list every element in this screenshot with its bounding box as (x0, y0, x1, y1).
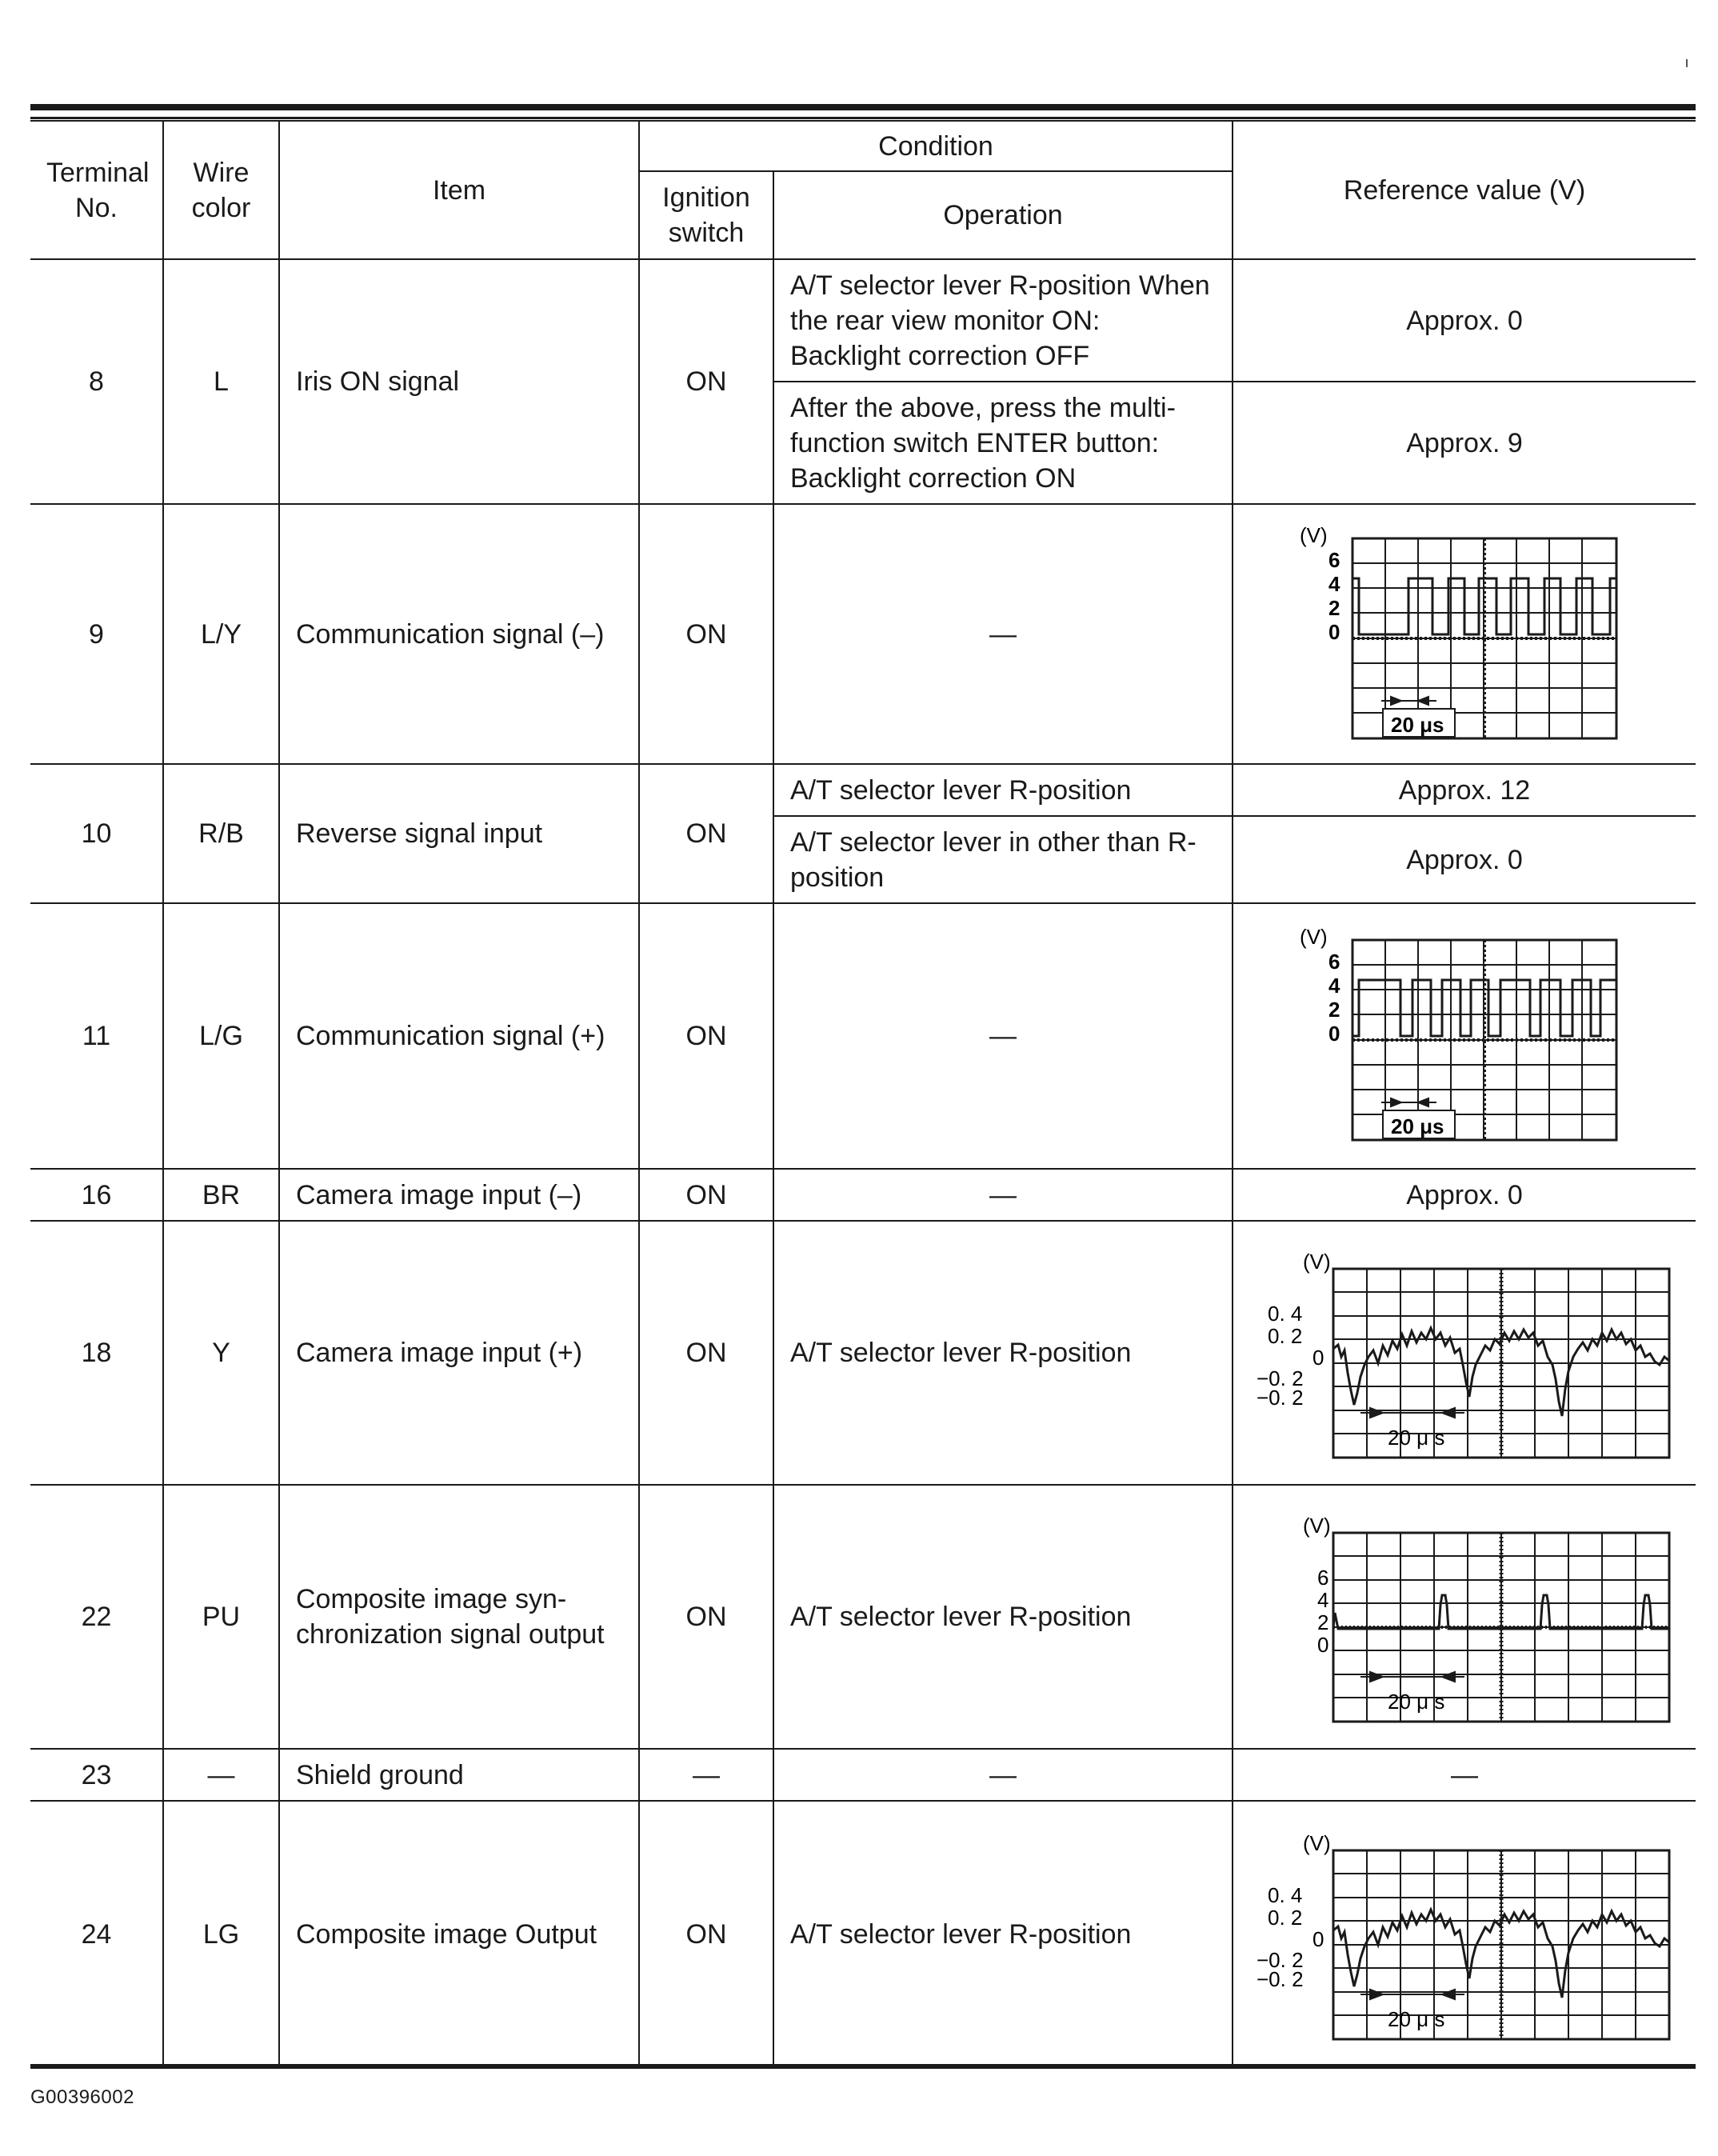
operation: A/T selector lever R-position (773, 1221, 1233, 1485)
scope-tick: 4 (1328, 974, 1340, 998)
scope-unit: (V) (1303, 1514, 1331, 1538)
scope-grid (1333, 1533, 1669, 1722)
header-condition: Condition (639, 121, 1233, 171)
scope-tick: 2 (1328, 998, 1340, 1022)
item: Reverse signal input (279, 764, 639, 903)
header-terminal: Terminal No. (30, 121, 163, 259)
item: Communication signal (–) (279, 504, 639, 764)
item: Composite image Output (279, 1801, 639, 2067)
terminal-no: 16 (30, 1169, 163, 1221)
wire-color: — (163, 1749, 279, 1801)
scope-tick: 0. 2 (1268, 1905, 1303, 1930)
scope-tick: 4 (1328, 571, 1340, 596)
reference-value: Approx. 9 (1233, 382, 1696, 504)
operation: After the above, press the multi-function switch ENTER button: Backlight correction ON (773, 382, 1233, 504)
wire-color: PU (163, 1485, 279, 1749)
operation: A/T selector lever R-position (773, 764, 1233, 816)
figure-code: G00396002 (30, 2086, 134, 2108)
operation: A/T selector lever R-position (773, 1485, 1233, 1749)
table-row (30, 1485, 1696, 1749)
terminal-no: 10 (30, 764, 163, 903)
operation: A/T selector lever R-position When the rear view monitor ON: Backlight correction OFF (773, 259, 1233, 382)
wire-color: Y (163, 1221, 279, 1485)
table-row (30, 764, 1696, 816)
ignition-switch: ON (639, 1485, 773, 1749)
top-rule (30, 104, 1696, 110)
scope-tick: 2 (1317, 1610, 1329, 1634)
time-scale-label: 20 μs (1391, 1114, 1444, 1138)
reference-waveform (1233, 903, 1696, 1169)
square-wave-scope (1296, 522, 1632, 746)
table-row (30, 1169, 1696, 1221)
scope-tick: 0 (1328, 1022, 1340, 1046)
reference-waveform (1233, 1801, 1696, 2067)
reference-value: — (1233, 1749, 1696, 1801)
table-row (30, 1801, 1696, 2067)
header-item: Item (279, 121, 639, 259)
operation: — (773, 1169, 1233, 1221)
item: Composite image syn-chronization signal output (279, 1485, 639, 1749)
video-signal-scope (1257, 1245, 1672, 1461)
time-scale-label: 20 μ s (1388, 1426, 1445, 1450)
item: Communication signal (+) (279, 903, 639, 1169)
scope-tick: 0 (1317, 1633, 1329, 1657)
table-row (30, 1221, 1696, 1485)
operation: — (773, 1749, 1233, 1801)
reference-value: Approx. 12 (1233, 764, 1696, 816)
scope-tick: 2 (1328, 595, 1340, 620)
header-reference: Reference value (V) (1233, 121, 1696, 259)
ignition-switch: ON (639, 1801, 773, 2067)
item: Camera image input (–) (279, 1169, 639, 1221)
ignition-switch: ON (639, 1221, 773, 1485)
terminal-no: 24 (30, 1801, 163, 2067)
terminal-no: 23 (30, 1749, 163, 1801)
scope-unit: (V) (1303, 1830, 1331, 1855)
operation: A/T selector lever in other than R-position (773, 816, 1233, 903)
table-row (30, 259, 1696, 382)
wire-color: L (163, 259, 279, 504)
ignition-switch: ON (639, 259, 773, 504)
scope-unit: (V) (1303, 1250, 1331, 1274)
time-marker (1360, 1672, 1464, 1682)
reference-value: Approx. 0 (1233, 816, 1696, 903)
scope-tick: 0. 4 (1268, 1882, 1303, 1907)
square-wave-scope (1296, 924, 1632, 1148)
scope-tick: −0. 2 (1257, 1386, 1304, 1410)
terminal-no: 22 (30, 1485, 163, 1749)
table-row (30, 1749, 1696, 1801)
terminal-no: 8 (30, 259, 163, 504)
reference-waveform (1233, 1485, 1696, 1749)
video-signal-scope (1257, 1826, 1672, 2042)
scope-tick: 4 (1317, 1588, 1329, 1612)
header-row-1 (30, 121, 1696, 171)
header-ignition: Ignition switch (639, 171, 773, 259)
item: Iris ON signal (279, 259, 639, 504)
scope-tick: −0. 2 (1257, 1366, 1304, 1390)
ignition-switch: — (639, 1749, 773, 1801)
wire-color: LG (163, 1801, 279, 2067)
item: Shield ground (279, 1749, 639, 1801)
scope-grid (1333, 1269, 1669, 1458)
scope-tick: −0. 2 (1257, 1966, 1304, 1991)
header-operation: Operation (773, 171, 1233, 259)
reference-value: Approx. 0 (1233, 259, 1696, 382)
scope-tick: 6 (1317, 1566, 1329, 1590)
table-row (30, 903, 1696, 1169)
time-scale-label: 20 μs (1391, 712, 1444, 737)
scope-tick: −0. 2 (1257, 1947, 1304, 1972)
terminal-no: 9 (30, 504, 163, 764)
ignition-switch: ON (639, 504, 773, 764)
ignition-switch: ON (639, 764, 773, 903)
time-scale-label: 20 μ s (1388, 2006, 1445, 2031)
operation: — (773, 903, 1233, 1169)
corner-tick (1686, 59, 1688, 67)
operation: A/T selector lever R-position (773, 1801, 1233, 2067)
sync-pulse-scope (1257, 1509, 1672, 1725)
time-marker (1381, 697, 1436, 705)
time-scale-label: 20 μ s (1388, 1690, 1445, 1714)
time-marker (1381, 1098, 1436, 1106)
terminal-spec-table (30, 120, 1696, 2068)
wire-color: L/Y (163, 504, 279, 764)
wire-color: BR (163, 1169, 279, 1221)
operation: — (773, 504, 1233, 764)
scope-grid (1333, 1850, 1669, 2039)
scope-tick: 0. 4 (1268, 1302, 1303, 1326)
terminal-no: 11 (30, 903, 163, 1169)
header-wire-color: Wire color (163, 121, 279, 259)
reference-waveform (1233, 1221, 1696, 1485)
terminal-no: 18 (30, 1221, 163, 1485)
table-row (30, 504, 1696, 764)
bottom-rule (30, 2064, 1696, 2069)
scope-unit: (V) (1300, 925, 1328, 949)
ignition-switch: ON (639, 903, 773, 1169)
wire-color: L/G (163, 903, 279, 1169)
ignition-switch: ON (639, 1169, 773, 1221)
scope-unit: (V) (1300, 522, 1328, 547)
reference-waveform (1233, 504, 1696, 764)
time-marker (1360, 1408, 1464, 1418)
time-marker (1360, 1990, 1464, 1999)
scope-tick: 0 (1328, 619, 1340, 644)
scope-tick: 0. 2 (1268, 1324, 1303, 1348)
wire-color: R/B (163, 764, 279, 903)
scope-tick: 6 (1328, 547, 1340, 572)
item: Camera image input (+) (279, 1221, 639, 1485)
scope-tick: 6 (1328, 950, 1340, 974)
scope-tick: 0 (1312, 1926, 1324, 1951)
top-rule-thin (30, 117, 1696, 119)
reference-value: Approx. 0 (1233, 1169, 1696, 1221)
scope-tick: 0 (1312, 1346, 1324, 1370)
